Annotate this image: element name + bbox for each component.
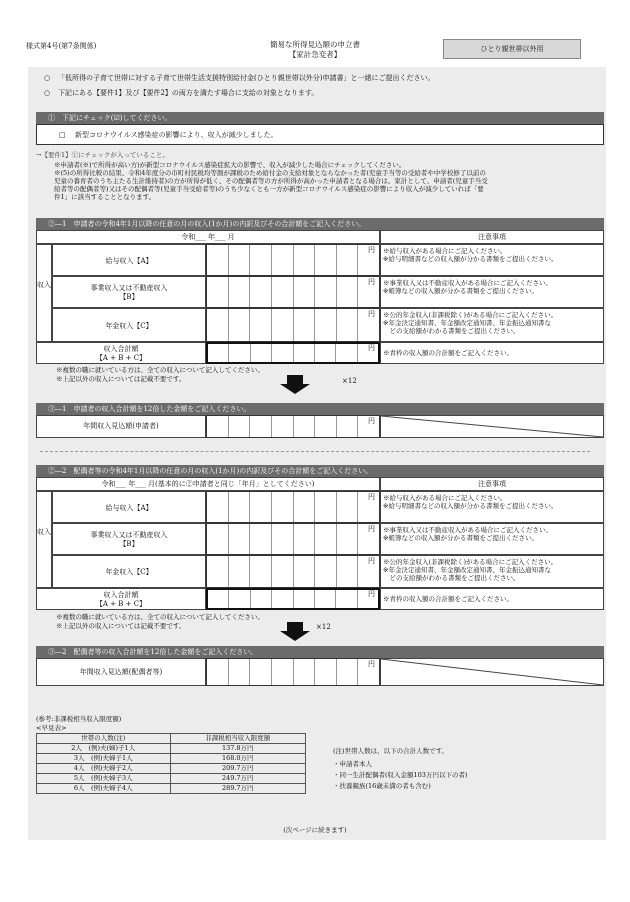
table-row: [37, 744, 306, 754]
s22-salary-input[interactable]: [206, 491, 380, 523]
s22-row-note: ※公的年金収入(非課税除く)がある場合にご記入ください。 ※年金決定通知書、年金額改定通知書、年金振込通知書な どの支給額がわかる書類をご提出ください。: [380, 555, 604, 588]
s21-side-label: 収入: [36, 244, 52, 342]
s32-blank-cell: [380, 658, 604, 686]
table-cell: 4人 (例)夫婦子2人: [37, 764, 171, 774]
s31-annual-input[interactable]: [206, 415, 380, 438]
s22-pension-input[interactable]: [206, 555, 380, 588]
req1-note-5: 件1」に該当することとなります。: [54, 193, 156, 201]
req1-header: ① 下記にチェック(☑)してください。: [36, 112, 604, 124]
intro-line-2: 下記にある【要件1】及び【要件2】の両方を満たす場合に支給の対象となります。: [58, 89, 319, 97]
s21-times-12: ×12: [342, 377, 357, 385]
req1-box: [36, 124, 604, 145]
ref-note-item: ・同一生計配偶者(収入金額103万円以下の者): [333, 771, 468, 779]
req1-note-1: ※申請者(※)で所得が高い方)が新型コロナウイルス感染症拡大の影響で、収入が減少した場合にチェックしてください。: [54, 161, 406, 169]
s21-salary-input[interactable]: [206, 244, 380, 276]
s31-blank-cell: [380, 415, 604, 438]
s22-total-input[interactable]: [206, 588, 380, 610]
table-cell: 2人 (例)夫(婦)子1人: [37, 744, 171, 754]
s22-row-note: ※給与収入がある場合にご記入ください。 ※給与明細書などの収入額が分かる書類をご提出ください。: [380, 491, 604, 523]
s21-foot-2: ※上記以外の収入については記載不要です。: [56, 375, 186, 383]
intro-bullet-2: ○: [44, 89, 51, 97]
s22-row-label: 給与収入【A】: [52, 491, 206, 523]
table-row: [37, 784, 306, 794]
ref-note-item: ・申請者本人: [333, 760, 372, 768]
s22-side-label: 収入: [36, 491, 52, 588]
table-header-cell: 非課税相当収入限度額: [170, 734, 306, 744]
s21-row-label: 年金収入【C】: [52, 308, 206, 342]
s32-header: ③―2 配偶者等の収入合計額を12倍した金額をご記入ください。: [36, 646, 604, 658]
s21-row-label: 給与収入【A】: [52, 244, 206, 276]
ref-title: (参考:非課税相当収入限度額): [36, 715, 122, 723]
s21-business-input[interactable]: [206, 276, 380, 308]
table-row: [37, 774, 306, 784]
s22-business-input[interactable]: [206, 523, 380, 555]
s22-row-label: 事業収入又は不動産収入 【B】: [52, 523, 206, 555]
s22-total-unit: 円: [368, 590, 375, 598]
table-cell: 209.7万円: [170, 764, 306, 774]
s22-row-unit: 円: [368, 493, 375, 501]
table-cell: 5人 (例)夫婦子3人: [37, 774, 171, 784]
intro-bullet-1: ○: [44, 74, 51, 82]
ref-note-title: (注)世帯人数は、以下の合計人数です。: [333, 747, 449, 755]
s21-total-note: ※青枠の収入額の合計額をご記入ください。: [380, 342, 604, 364]
page-title: 簡易な所得見込額の申立書: [270, 40, 360, 49]
s21-pension-input[interactable]: [206, 308, 380, 342]
table-header-cell: 世帯の人数(注): [37, 734, 171, 744]
s31-header: ③―1 申請者の収入合計額を12倍した金額をご記入ください。: [36, 403, 604, 415]
s32-unit: 円: [368, 660, 375, 668]
s21-header: ②―1 申請者の令和4年1月以降の任意の月の収入(1か月)の内訳及びその合計額をご記入ください。: [36, 218, 604, 230]
arrow-down-icon: [280, 384, 310, 394]
s31-label: 年間収入見込額(申請者): [36, 415, 206, 438]
arrow-down-icon: [280, 631, 310, 641]
table-header-row: [37, 734, 306, 744]
s22-notes-header: 注意事項: [380, 477, 604, 491]
s22-total-note: ※青枠の収入額の合計額をご記入ください。: [380, 588, 604, 610]
table-row: [37, 754, 306, 764]
intro-line-1: 「低所得の子育て世帯に対する子育て世帯生活支援特別給付金(ひとり親世帯以外分)申請書」と一緒にご提出ください。: [58, 74, 435, 82]
s22-row-label: 年金収入【C】: [52, 555, 206, 588]
req1-note-head: →【要件1】①にチェックが入っていること。: [36, 151, 169, 159]
arrow-down-icon: [287, 622, 303, 631]
req1-note-3: 児童の養育者のうち主たる生計維持者)の方が所得が低く、その配偶者等の方が所得が高かった申請者となる場合は、家計として、申請者(児童手当受: [54, 177, 488, 185]
s21-row-unit: 円: [368, 310, 375, 318]
s22-foot-2: ※上記以外の収入については記載不要です。: [56, 622, 186, 630]
s22-row-unit: 円: [368, 557, 375, 565]
req1-note-2: ※(5)の所得比較の結果、令和4年度分の市町村民税均等割が課税のため給付金の支給対象とならなかった者(児童手当等の受給者や中学校修了以前の: [54, 169, 486, 177]
table-cell: 3人 (例)夫婦子1人: [37, 754, 171, 764]
table-cell: 289.7万円: [170, 784, 306, 794]
applicant-type-badge: ひとり親世帯以外用: [443, 39, 581, 59]
s21-notes-header: 注意事項: [380, 230, 604, 244]
s21-row-unit: 円: [368, 278, 375, 286]
s32-label: 年間収入見込額(配偶者等): [36, 658, 206, 686]
s32-annual-input[interactable]: [206, 658, 380, 686]
s21-row-label: 事業収入又は不動産収入 【B】: [52, 276, 206, 308]
page-subtitle: 【家計急変者】: [288, 50, 342, 59]
divider: [40, 451, 590, 452]
ref-subtitle: <早見表>: [36, 724, 67, 732]
s21-foot-1: ※複数の職に就いている方は、全ての収入について記入してください。: [56, 366, 264, 374]
arrow-down-icon: [287, 375, 303, 384]
table-cell: 168.0万円: [170, 754, 306, 764]
table-cell: 6人 (例)夫婦子4人: [37, 784, 171, 794]
s21-row-note: ※給与収入がある場合にご記入ください。 ※給与明細書などの収入額が分かる書類をご提出ください。: [380, 244, 604, 276]
s22-row-note: ※事業収入又は不動産収入がある場合にご記入ください。 ※帳簿などの収入額が分かる書類をご提出ください。: [380, 523, 604, 555]
s21-total-input[interactable]: [206, 342, 380, 364]
s21-row-unit: 円: [368, 246, 375, 254]
s22-total-label: 収入合計額 【A + B + C】: [36, 588, 206, 610]
s21-total-unit: 円: [368, 344, 375, 352]
s21-month-label: 令和___ 年___ 月: [36, 230, 380, 244]
continue-note: (次ページに続きます): [283, 826, 347, 834]
table-cell: 137.8万円: [170, 744, 306, 754]
s22-foot-1: ※複数の職に就いている方は、全ての収入について記入してください。: [56, 613, 264, 621]
s21-row-note: ※事業収入又は不動産収入がある場合にご記入ください。 ※帳簿などの収入額が分かる書類をご提出ください。: [380, 276, 604, 308]
s21-total-label: 収入合計額 【A + B + C】: [36, 342, 206, 364]
ref-table: [36, 733, 306, 794]
ref-note-item: ・扶養親族(16歳未満の者も含む): [333, 782, 431, 790]
s22-times-12: ×12: [316, 623, 331, 631]
s22-row-unit: 円: [368, 525, 375, 533]
s22-month-label: 令和___ 年___ 月(基本的に②申請者と同じ「年月」としてください): [36, 477, 380, 491]
req1-check-text: 新型コロナウイルス感染症の影響により、収入が減少しました。: [75, 131, 278, 139]
form-number: 様式第4号(第7条関係): [26, 42, 97, 50]
table-row: [37, 764, 306, 774]
s31-unit: 円: [368, 417, 375, 425]
s22-header: ②―2 配偶者等の令和4年1月以降の任意の月の収入(1か月)の内訳及びその合計額をご記入ください。: [36, 465, 604, 477]
s21-row-note: ※公的年金収入(非課税除く)がある場合にご記入ください。 ※年金決定通知書、年金額改定通知書、年金振込通知書な どの支給額がわかる書類をご提出ください。: [380, 308, 604, 342]
table-cell: 249.7万円: [170, 774, 306, 784]
req1-note-4: 給者等の配偶者等)又はその配偶者等(児童手当受給者等)のうち少なくとも一方が新型コロナウイルス感染症の影響により収入が減少していれば「要: [54, 185, 484, 193]
req1-checkbox[interactable]: □: [59, 131, 66, 139]
